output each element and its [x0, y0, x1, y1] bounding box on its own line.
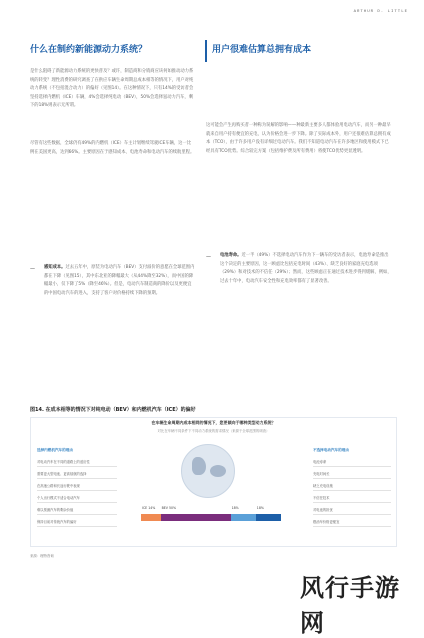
- left-reason-item: 对电动汽车在不同的道路上的适应性: [37, 458, 117, 467]
- right-bullet-block: [220, 252, 392, 286]
- globe-map-icon: [181, 444, 235, 498]
- bar-segment-label: BEV 50%: [161, 506, 177, 510]
- left-reason-item: 保持目前对传统汽车的偏好: [37, 518, 117, 527]
- left-bullet-text: 过去五年中，原装为电动汽车（BEV）支付溢价的意愿在全球范围内都在下降（见图15），其中东北亚的降幅最大（从44%降至32%），而中国的降幅最小，仅下降了5%（降至46%）。但是，电动汽车制造商的降价以及更便宜的中国电动汽车的进入，支持了客户对价格持续下降的预期。: [44, 265, 195, 296]
- section-title-left: 什么在制约新能源动力系统？: [30, 45, 148, 55]
- bar-segment-label: 18%: [256, 506, 264, 510]
- left-bullet-lead: 感知成本。: [44, 265, 66, 270]
- left-second-paragraph: 尽管有这些数据，全球仍有49%的内燃机（ICE）车主计划继续驾驶ICE车辆，这一比例在美国更高，达到66%。主要原因在于感知成本、电池寿命和电动汽车的续航里程。: [30, 141, 195, 155]
- figure-heading: 在车辆生命周期内成本相同的情况下，您更倾向于哪种类型动力系统？: [151, 420, 276, 425]
- figure-subheading: 对比在车辆不同条件下不同动力系统的需求情况（来源于全球范围的调查）: [157, 429, 270, 433]
- left-bullet-dash: —: [30, 266, 35, 272]
- right-reason-item: 充电时间长: [313, 470, 391, 479]
- right-bullet-lead: 电池寿命。: [220, 253, 242, 258]
- bar-segment-label: ICE 14%: [142, 506, 156, 510]
- left-reason-item: 难以预测汽车的剩余价值: [37, 506, 117, 515]
- bar-segment-label: 18%: [231, 506, 239, 510]
- right-reason-item: 不信任技术: [313, 494, 391, 503]
- figure-source: 来源：理特咨询: [30, 554, 54, 558]
- right-reason-item: 燃油车价格更便宜: [313, 518, 391, 527]
- right-reason-item: 缺乏充电设施: [313, 482, 391, 491]
- right-column-label: 不选择电动汽车的理由: [313, 448, 349, 452]
- left-reason-item: 需要更大型电池、更高续航的选择: [37, 470, 117, 479]
- author-header: ARTHUR D. LITTLE: [353, 10, 408, 14]
- bar-segment: [231, 514, 256, 521]
- left-bullet-block: [44, 264, 195, 298]
- section-title-right: 用户很难估算总拥有成本: [212, 45, 312, 55]
- right-bullet-text: 近一半（49%）不选择电动汽车作为下一辆车的受访者表示，电池寿命是推出这个决定的主要原因，这一顾虑比包括充电时间（43%）、缺乏良好的家庭充电选项（29%）和对技术的不信任（29%）；然而，这些顾虑正在通过技术进步得到缓解，例如，过去十年中，电动汽车安全性和充电效率都有了显著改善。: [220, 253, 392, 284]
- watermark-logo: 风行手游网: [300, 574, 400, 637]
- left-intro-paragraph: 是什么阻碍了新能源动力系统的更快普及？或许，制造商和分销商应该何如推动动力系统的转变？理性消费的研究调查了在供应车辆生命周期总成本相等的情况下，用户对纯动力系统（不包括混合动力）的偏好（见图14）。在这种情况下，只有14%的受访者会坚持选择内燃机（ICE）车辆，4%会选择纯电动（BEV），50%会选择氢动力汽车，剩下的18%则表示无所谓。: [30, 69, 194, 109]
- left-reason-item: 个人出行模式不适合电动汽车: [37, 494, 117, 503]
- left-reason-item: 在高速公路和长途行驶中表现: [37, 482, 117, 491]
- preference-bar: [141, 506, 281, 521]
- figure-title: 图14. 在成本相等的情况下对纯电动（BEV）和内燃机汽车（ICE）的偏好: [30, 407, 196, 413]
- right-reason-item: 电池寿命: [313, 458, 391, 467]
- right-bullet-dash: —: [206, 254, 211, 260]
- left-column-label: 选择内燃机汽车的理由: [37, 448, 73, 452]
- bar-segment: [161, 514, 231, 521]
- right-paragraph: 这可能会产生再购买者一种称为误解的影响——种最新主要多人都体验用电动汽车，而另一种最早就来自用户持有便宜的充电，认为价格会进一步下降。除了实际成本外，用户还很难估算总拥有成本（TCO），由于许多用户没有详细过电动汽车。我们不知道电动汽车在许多地区和使用模式下已经具有TCO优势。综合较完方案（包括维护费及所有费用）将使TCO优势更显透明。: [206, 123, 391, 154]
- bar-segment: [256, 514, 281, 521]
- right-reason-item: 对电池的担忧: [313, 506, 391, 515]
- bar-segment: [141, 514, 161, 521]
- figure-panel: [30, 417, 397, 547]
